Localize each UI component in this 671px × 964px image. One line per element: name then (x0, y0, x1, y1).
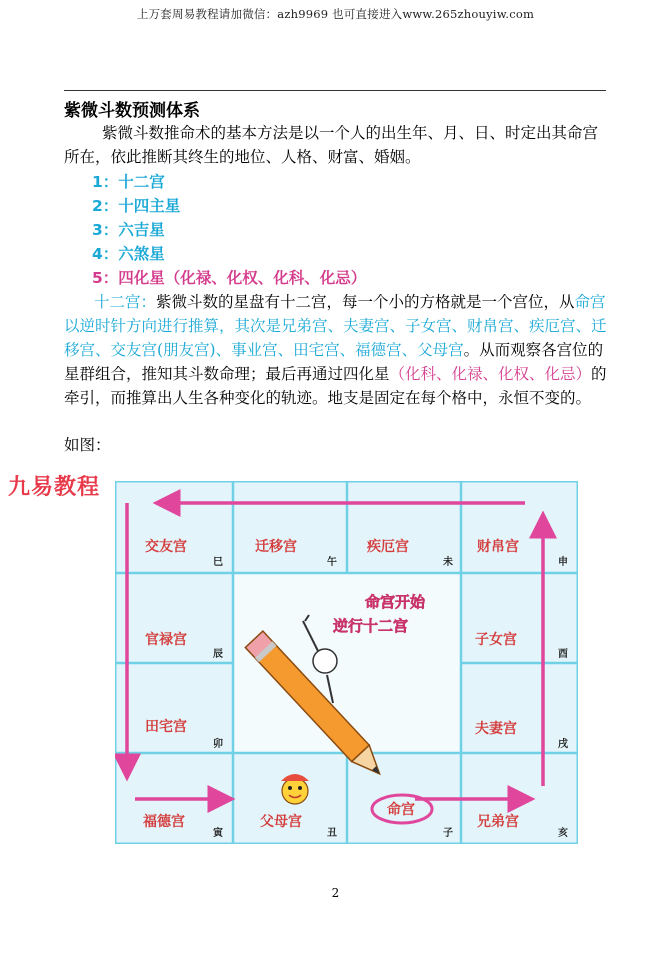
list-item: 3：六吉星 (92, 221, 165, 239)
palace-fude: 福德宫 (143, 814, 185, 830)
center-title-line1: 命宫开始 (365, 593, 426, 611)
branch-chou: 丑 (327, 828, 337, 839)
palace-fuqi: 夫妻宫 (475, 721, 517, 737)
branch-wu: 午 (327, 557, 337, 568)
palace-chart (115, 481, 578, 844)
twelve-palaces-paragraph (64, 290, 612, 410)
palace-ming: 命宫 (387, 802, 415, 818)
center-title-line2: 逆行十二宫 (333, 617, 409, 635)
palace-xiongdi: 兄弟宫 (477, 814, 519, 830)
header-rule (64, 90, 606, 91)
branch-yin: 寅 (213, 828, 223, 839)
branch-zi: 子 (443, 828, 453, 839)
palace-caibo: 财帛宫 (477, 539, 519, 555)
page-title: 紫微斗数预测体系 (64, 101, 200, 121)
branch-xu: 戌 (558, 739, 568, 750)
page-number: 2 (331, 886, 340, 900)
brand-logo: 九易教程 (8, 475, 101, 500)
palace-sequence: 命宫以逆时针方向进行推算，其次是兄弟宫、夫妻宫、子女宫、财帛宫、疾厄宫、迁移宫、交友宫(朋友宫)、事业宫、田宅宫、福德宫、父母宫 (64, 293, 607, 359)
palace-tianzhai: 田宅宫 (145, 719, 187, 735)
branch-si: 巳 (213, 557, 223, 568)
branch-you: 酉 (558, 649, 568, 660)
palace-guanlu: 官禄宫 (145, 632, 187, 648)
palace-jiaoyou: 交友宫 (145, 539, 187, 555)
figure-label: 如图： (64, 436, 111, 454)
list-item: 2：十四主星 (92, 197, 181, 215)
branch-hai: 亥 (558, 828, 568, 839)
paragraph-text: 的牵引，而推算出人生各种变化的轨迹。地支是固定在每个格中，永恒不变的。 (64, 365, 607, 407)
palace-fumu: 父母宫 (260, 814, 302, 830)
mascot-illustration (281, 774, 309, 804)
paragraph-lead: 十二宫： (94, 293, 157, 311)
topic-list (92, 170, 366, 290)
branch-chen: 辰 (213, 649, 223, 660)
branch-wei: 未 (443, 557, 453, 568)
header-banner: 上万套周易教程请加微信：azh9969 也可直接进入www.265zhouyiw.com (136, 7, 535, 21)
palace-zinv: 子女宫 (475, 632, 517, 648)
paragraph-text: 紫微斗数的星盘有十二宫，每一个小的方格就是一个宫位，从 (156, 293, 575, 311)
paragraph-text: 。从而观察各宫位的星群组合，推知其斗数命理；最后再通过四化星 (64, 341, 604, 383)
list-item: 4：六煞星 (92, 245, 165, 263)
list-item: 5：四化星（化禄、化权、化科、化忌） (92, 269, 367, 287)
palace-qianyi: 迁移宫 (255, 539, 297, 555)
list-item: 1：十二宫 (92, 173, 165, 191)
branch-shen: 申 (558, 557, 568, 568)
palace-jie: 疾厄宫 (367, 539, 409, 555)
branch-mao: 卯 (213, 739, 223, 750)
four-transformations: （化科、化禄、化权、化忌） (389, 365, 592, 383)
intro-paragraph: 紫微斗数推命术的基本方法是以一个人的出生年、月、日、时定出其命宫所在，依此推断其终生的地位、人格、财富、婚姻。 (64, 124, 599, 166)
